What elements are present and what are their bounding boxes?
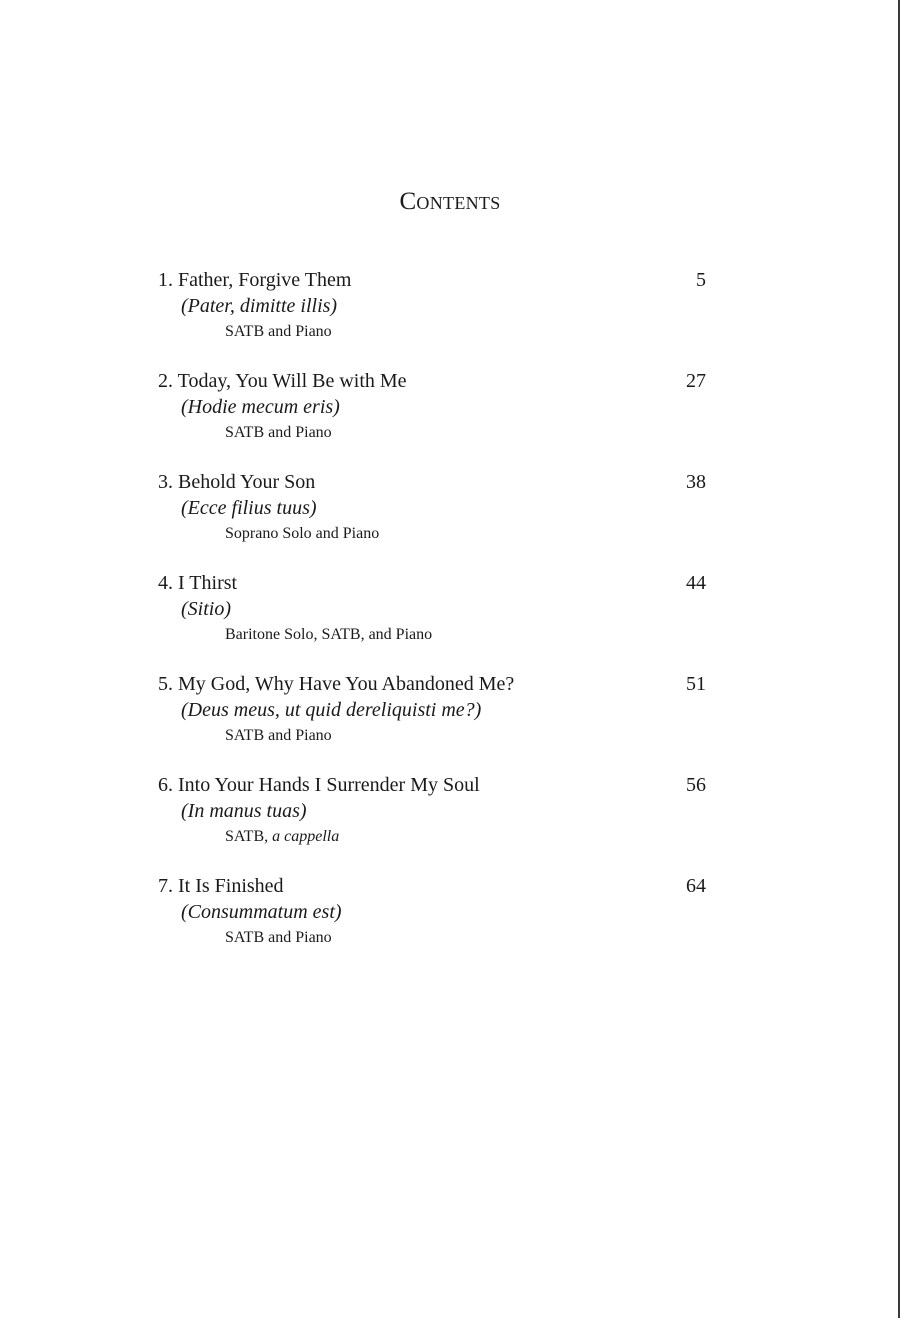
- toc-entry-6[interactable]: [158, 771, 706, 872]
- entry-latin-title: (Pater, dimitte illis): [181, 295, 338, 317]
- entry-scoring-text: SATB,: [225, 828, 273, 845]
- entry-page-number: 56: [686, 774, 706, 796]
- entry-scoring: [225, 523, 379, 545]
- toc-entry-2[interactable]: [158, 367, 706, 468]
- entry-title: 2. Today, You Will Be with Me: [158, 370, 407, 392]
- entry-scoring-text: SATB and Piano: [225, 727, 332, 744]
- entry-title: 7. It Is Finished: [158, 875, 284, 897]
- entry-scoring-text: SATB and Piano: [225, 424, 332, 441]
- entry-scoring-text: Soprano Solo and Piano: [225, 525, 380, 542]
- entry-title: 5. My God, Why Have You Abandoned Me?: [158, 673, 515, 695]
- entry-latin-title: (Hodie mecum eris): [181, 396, 340, 418]
- toc-entry-1[interactable]: [158, 266, 706, 367]
- table-of-contents: [158, 266, 706, 973]
- entry-scoring: [225, 422, 332, 444]
- entry-scoring: [225, 321, 332, 343]
- entry-title: 3. Behold Your Son: [158, 471, 316, 493]
- entry-scoring-text: Baritone Solo, SATB, and Piano: [225, 626, 433, 643]
- entry-scoring-text: SATB and Piano: [225, 929, 332, 946]
- entry-title: 6. Into Your Hands I Surrender My Soul: [158, 774, 480, 796]
- entry-page-number: 51: [686, 673, 706, 695]
- entry-scoring-text: SATB and Piano: [225, 323, 332, 340]
- entry-scoring: [225, 826, 339, 848]
- page-title: Contents: [399, 188, 501, 215]
- toc-entry-5[interactable]: [158, 670, 706, 771]
- toc-entry-4[interactable]: [158, 569, 706, 670]
- entry-page-number: 38: [686, 471, 706, 493]
- entry-scoring-suffix: a cappella: [272, 828, 340, 845]
- toc-entry-7[interactable]: [158, 872, 706, 973]
- toc-entry-3[interactable]: [158, 468, 706, 569]
- entry-page-number: 64: [686, 875, 706, 897]
- entry-latin-title: (In manus tuas): [181, 800, 307, 822]
- entry-page-number: 44: [686, 572, 706, 594]
- entry-latin-title: (Consummatum est): [181, 901, 342, 923]
- entry-scoring: [225, 624, 432, 646]
- entry-title: 4. I Thirst: [158, 572, 238, 594]
- entry-latin-title: (Deus meus, ut quid dereliquisti me?): [181, 699, 482, 721]
- entry-title: 1. Father, Forgive Them: [158, 269, 352, 291]
- entry-page-number: 5: [696, 269, 706, 291]
- entry-latin-title: (Ecce filius tuus): [181, 497, 317, 519]
- entry-page-number: 27: [686, 370, 706, 392]
- entry-scoring: [225, 725, 332, 747]
- entry-latin-title: (Sitio): [181, 598, 231, 620]
- entry-scoring: [225, 927, 332, 949]
